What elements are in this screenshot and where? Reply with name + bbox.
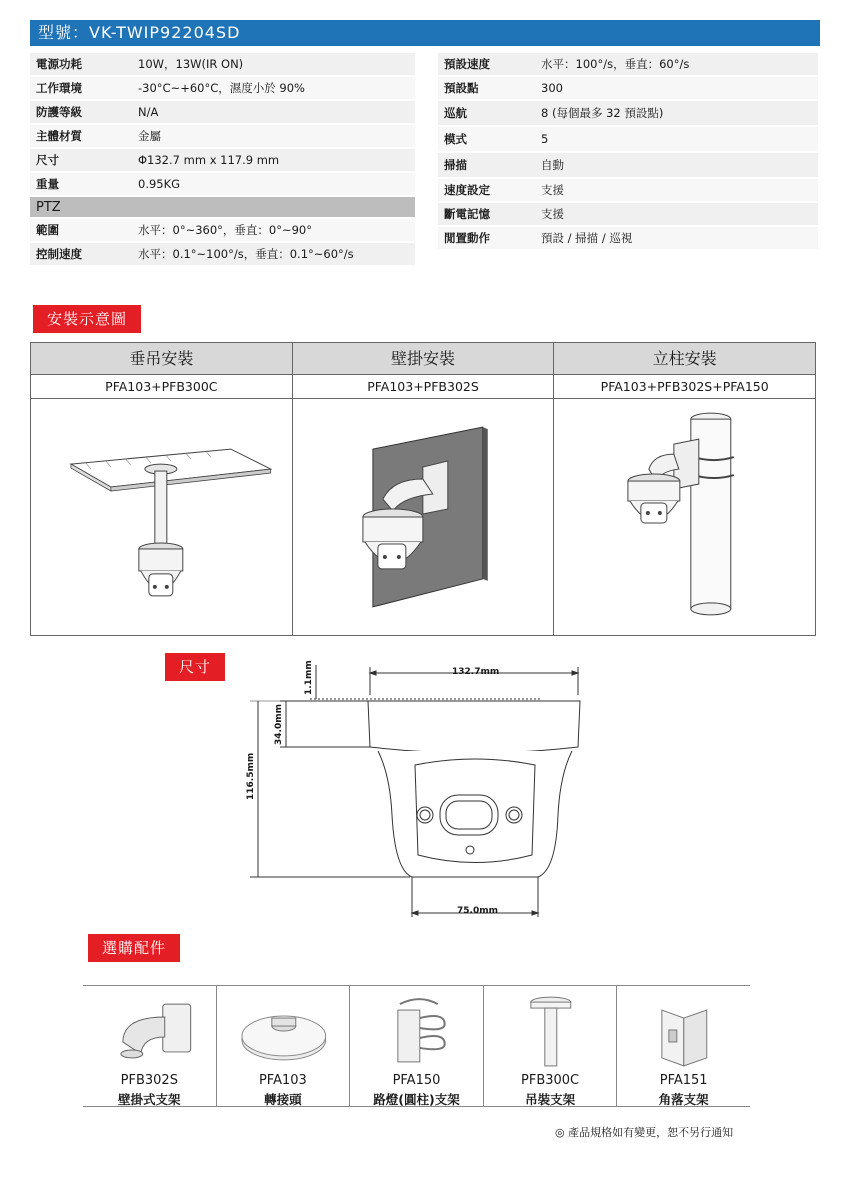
spec-value: -30°C~+60°C，濕度小於 90% bbox=[138, 81, 305, 95]
accessory-name: 路燈(圓柱)支架 bbox=[373, 1092, 460, 1107]
spec-value: 水平：0°~360°，垂直：0°~90° bbox=[138, 223, 312, 237]
dimension-drawing bbox=[240, 655, 600, 925]
spec-key: 巡航 bbox=[444, 106, 467, 120]
spec-row bbox=[30, 173, 415, 195]
accessory-name: 壁掛式支架 bbox=[118, 1092, 181, 1107]
accessory-code: PFA151 bbox=[659, 1073, 708, 1088]
accessory-item bbox=[617, 986, 750, 1106]
spec-row bbox=[438, 127, 818, 151]
spec-key: 預設速度 bbox=[444, 57, 490, 71]
accessory-item bbox=[350, 986, 484, 1106]
spec-value: 水平：0.1°~100°/s，垂直：0.1°~60°/s bbox=[138, 247, 354, 261]
corner-bracket-icon bbox=[617, 992, 750, 1072]
spec-value: 0.95KG bbox=[138, 177, 181, 191]
model-title: 型號：VK-TWIP92204SD bbox=[30, 20, 820, 46]
ceiling-mount-illustration bbox=[31, 399, 293, 635]
spec-value: Φ132.7 mm x 117.9 mm bbox=[138, 153, 280, 167]
adapter-plate-icon bbox=[217, 992, 350, 1072]
spec-value: 金屬 bbox=[138, 129, 161, 143]
dim-top-height: 34.0mm bbox=[274, 704, 284, 745]
install-parts-row bbox=[31, 375, 815, 399]
ptz-section-header: PTZ bbox=[30, 197, 415, 217]
dim-bottom-width: 75.0mm bbox=[457, 906, 498, 916]
spec-key: 範圍 bbox=[36, 223, 59, 237]
spec-value: 支援 bbox=[541, 183, 564, 197]
pole-mount-icon bbox=[554, 399, 815, 635]
install-section-tag: 安裝示意圖 bbox=[33, 305, 141, 333]
accessory-item bbox=[217, 986, 351, 1106]
spec-key: 防護等級 bbox=[36, 105, 82, 119]
spec-key: 掃描 bbox=[444, 158, 467, 172]
spec-row bbox=[438, 153, 818, 177]
wall-mount-icon bbox=[293, 399, 554, 635]
wall-mount-illustration bbox=[293, 399, 555, 635]
pendant-bracket-icon bbox=[484, 992, 617, 1072]
spec-table-right bbox=[438, 53, 818, 251]
spec-row bbox=[30, 53, 415, 75]
install-parts-ceiling: PFA103+PFB300C bbox=[31, 375, 293, 398]
spec-key: 尺寸 bbox=[36, 153, 59, 167]
accessory-item bbox=[484, 986, 618, 1106]
accessory-code: PFA103 bbox=[258, 1073, 307, 1088]
ceiling-mount-icon bbox=[31, 399, 292, 635]
spec-key: 重量 bbox=[36, 177, 59, 191]
spec-row bbox=[30, 125, 415, 147]
spec-key: 速度設定 bbox=[444, 183, 490, 197]
spec-row bbox=[438, 179, 818, 201]
spec-key: 閒置動作 bbox=[444, 231, 490, 245]
spec-key: 預設點 bbox=[444, 81, 479, 95]
spec-value: 自動 bbox=[541, 158, 564, 172]
spec-value: 8 (每個最多 32 預設點) bbox=[541, 106, 664, 120]
install-header-row bbox=[31, 343, 815, 375]
install-title-ceiling: 垂吊安裝 bbox=[31, 343, 293, 374]
accessory-code: PFB300C bbox=[521, 1073, 580, 1088]
install-parts-wall: PFA103+PFB302S bbox=[293, 375, 555, 398]
spec-key: 模式 bbox=[444, 132, 467, 146]
spec-row bbox=[30, 101, 415, 123]
spec-value: 5 bbox=[541, 132, 549, 146]
spec-table-left bbox=[30, 53, 415, 267]
spec-row bbox=[30, 77, 415, 99]
spec-value: 300 bbox=[541, 81, 563, 95]
spec-key: 斷電記憶 bbox=[444, 207, 490, 221]
spec-value: N/A bbox=[138, 105, 159, 119]
spec-row bbox=[30, 243, 415, 265]
accessories-section-tag: 選購配件 bbox=[88, 934, 180, 962]
spec-key: 控制速度 bbox=[36, 247, 82, 261]
install-title-wall: 壁掛安裝 bbox=[293, 343, 555, 374]
pole-bracket-icon bbox=[350, 992, 483, 1072]
spec-value: 水平：100°/s，垂直：60°/s bbox=[541, 57, 690, 71]
accessory-code: PFB302S bbox=[120, 1073, 178, 1088]
install-title-pole: 立柱安裝 bbox=[652, 349, 717, 368]
accessory-item bbox=[83, 986, 217, 1106]
spec-value: 預設 / 掃描 / 巡視 bbox=[541, 231, 633, 245]
dim-gap: 1.1mm bbox=[304, 660, 314, 695]
wall-bracket-icon bbox=[83, 992, 216, 1072]
footer-note: ◎ 產品規格如有變更，恕不另行通知 bbox=[555, 1126, 734, 1139]
install-table bbox=[30, 342, 816, 636]
dim-top-width: 132.7mm bbox=[452, 667, 500, 677]
spec-key: 電源功耗 bbox=[36, 57, 82, 71]
spec-key: 主體材質 bbox=[36, 129, 82, 143]
spec-row bbox=[438, 227, 818, 249]
spec-value: 10W，13W(IR ON) bbox=[138, 57, 244, 71]
spec-row bbox=[438, 101, 818, 125]
install-parts-pole: PFA103+PFB302S+PFA150 bbox=[600, 379, 769, 394]
spec-key: 工作環境 bbox=[36, 81, 82, 95]
pole-mount-illustration bbox=[554, 399, 815, 635]
spec-row bbox=[30, 219, 415, 241]
accessories-table bbox=[83, 985, 750, 1107]
accessory-code: PFA150 bbox=[392, 1073, 441, 1088]
dimensions-section-tag: 尺寸 bbox=[165, 653, 225, 681]
spec-row bbox=[30, 149, 415, 171]
camera-dimension-icon bbox=[240, 655, 600, 925]
spec-value: 支援 bbox=[541, 207, 564, 221]
accessory-name: 角落支架 bbox=[658, 1092, 709, 1107]
spec-row bbox=[438, 203, 818, 225]
accessory-name: 吊裝支架 bbox=[525, 1092, 576, 1107]
spec-row bbox=[438, 77, 818, 99]
spec-row bbox=[438, 53, 818, 75]
install-images-row bbox=[31, 399, 815, 635]
dim-total-height: 116.5mm bbox=[246, 752, 256, 800]
accessory-name: 轉接頭 bbox=[264, 1092, 302, 1107]
